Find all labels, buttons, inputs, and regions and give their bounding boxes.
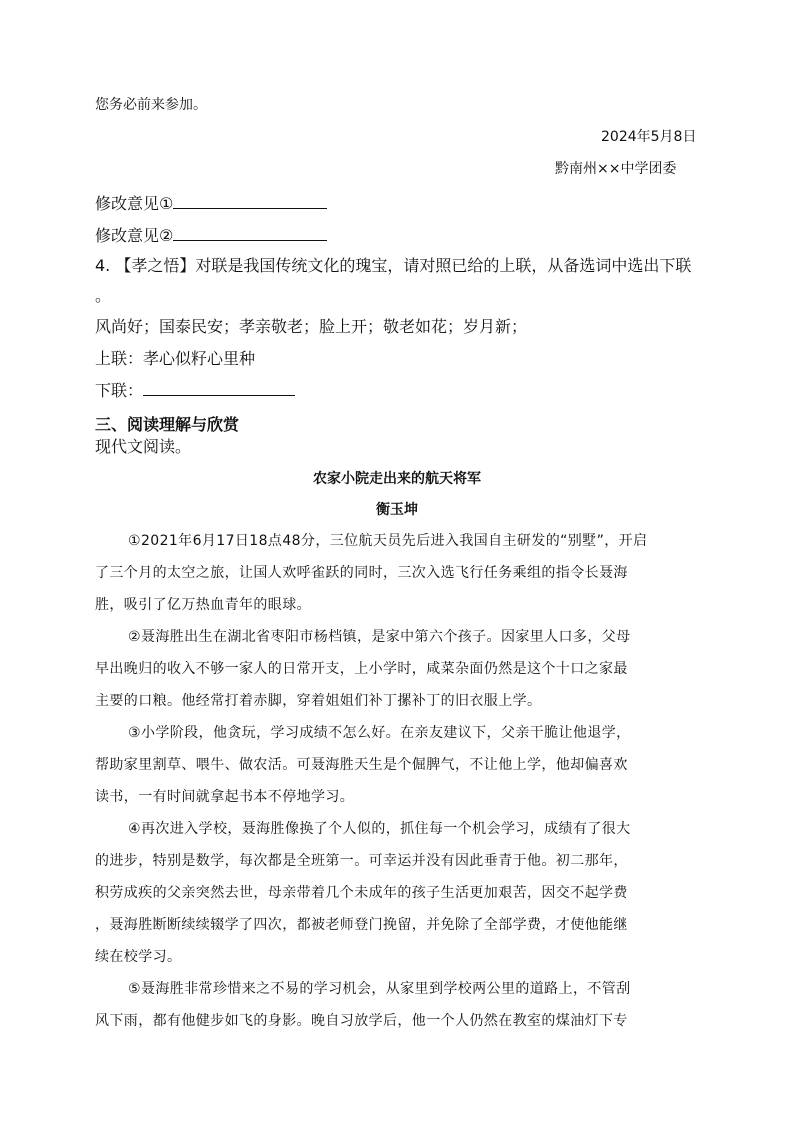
letter-signature: 黔南州××中学团委 [555, 161, 677, 177]
article-line: ③小学阶段，他贪玩，学习成绩不怎么好。在亲友建议下，父亲干脆让他退学， [128, 725, 631, 741]
article-author: 衡玉坤 [376, 502, 418, 518]
revision-item-1 [95, 191, 327, 214]
article-line: 读书，一有时间就拿起书本不停地学习。 [95, 789, 355, 805]
article-line: 了三个月的太空之旅，让国人欢呼雀跃的同时，三次入选飞行任务乘组的指令长聂海 [95, 565, 628, 581]
article-line: 帮助家里割草、喂牛、做农活。可聂海胜天生是个倔脾气，不让他上学，他却偏喜欢 [95, 757, 628, 773]
q4-prompt-line1: 4. 【孝之悟】对联是我国传统文化的瑰宝，请对照已给的上联，从备选词中选出下联 [95, 256, 692, 275]
q4-lower-couplet [95, 378, 295, 401]
q4-upper-couplet: 上联：孝心似籽心里种 [95, 349, 256, 368]
answer-blank-2[interactable] [173, 224, 327, 241]
article-line: 积劳成疾的父亲突然去世，母亲带着几个未成年的孩子生活更加艰苦，因交不起学费 [95, 885, 628, 901]
revision-item-1-label: 修改意见① [95, 194, 174, 213]
article-line: ④再次进入学校，聂海胜像换了个人似的，抓住每一个机会学习，成绩有了很大 [128, 821, 631, 837]
article-line: 主要的口粮。他经常打着赤脚，穿着姐姐们补丁摞补丁的旧衣服上学。 [95, 693, 542, 709]
article-line: 风下雨，都有他健步如飞的身影。晚自习放学后，他一个人仍然在教室的煤油灯下专 [95, 1013, 628, 1029]
article-line: ②聂海胜出生在湖北省枣阳市杨档镇，是家中第六个孩子。因家里人口多，父母 [128, 629, 631, 645]
article-line: 胜，吸引了亿万热血青年的眼球。 [95, 597, 311, 613]
q4-options: 风尚好；国泰民安；孝亲敬老；脸上开；敬老如花；岁月新； [95, 317, 528, 336]
article-line: ，聂海胜断断续续辍学了四次，都被老师登门挽留，并免除了全部学费，才使他能继 [95, 917, 628, 933]
revision-item-2 [95, 223, 327, 246]
section-heading: 三、阅读理解与欣赏 [95, 415, 240, 434]
article-line: 早出晚归的收入不够一家人的日常开支，上小学时，咸菜杂面仍然是这个十口之家最 [95, 661, 628, 677]
article-title: 农家小院走出来的航天将军 [313, 471, 481, 487]
article-line: 续在校学习。 [95, 949, 182, 965]
article-line: 的进步，特别是数学，每次都是全班第一。可幸运并没有因此垂青于他。初二那年， [95, 853, 628, 869]
q4-lower-label: 下联： [95, 381, 144, 400]
answer-blank-3[interactable] [143, 379, 295, 396]
letter-closing: 您务必前来参加。 [95, 97, 207, 113]
q4-prompt-line2: 。 [95, 286, 112, 305]
article-line: ①2021年6月17日18点48分，三位航天员先后进入我国自主研发的“别墅”，开启 [128, 533, 648, 549]
letter-date: 2024年5月8日 [601, 129, 697, 145]
answer-blank-1[interactable] [173, 192, 327, 209]
section-subheading: 现代文阅读。 [95, 437, 192, 456]
article-line: ⑤聂海胜非常珍惜来之不易的学习机会，从家里到学校两公里的道路上，不管刮 [128, 981, 631, 997]
revision-item-2-label: 修改意见② [95, 226, 174, 245]
